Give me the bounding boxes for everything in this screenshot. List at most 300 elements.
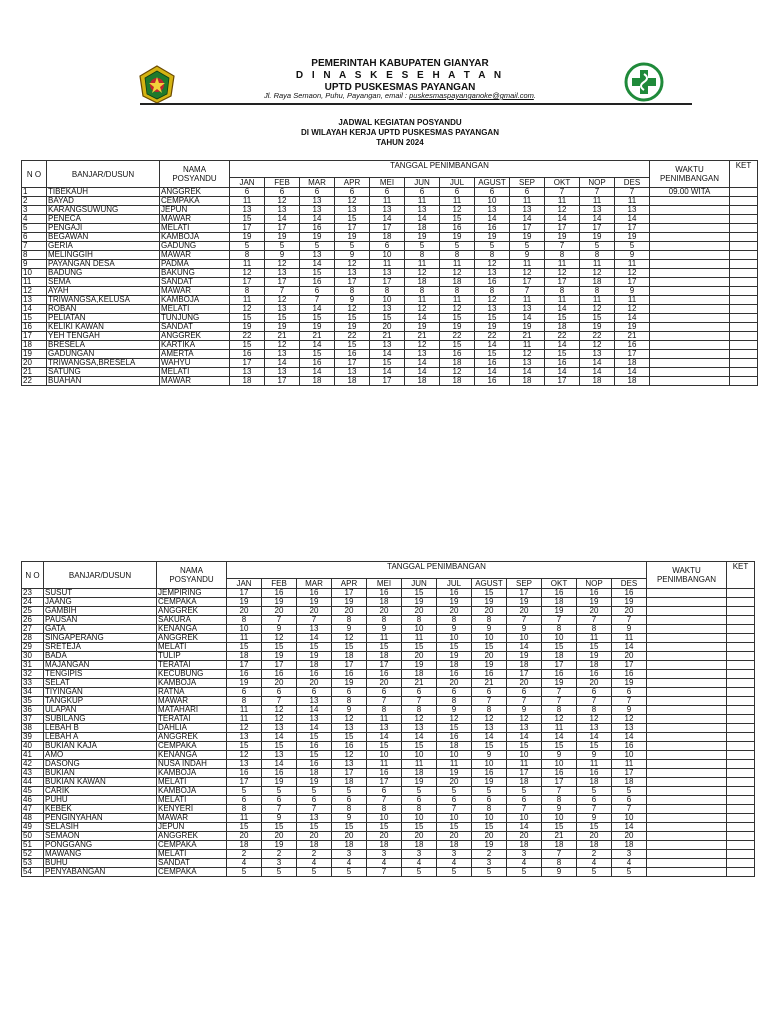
table-row — [22, 742, 755, 751]
row-date: 15 — [230, 314, 265, 323]
row-ket — [730, 287, 758, 296]
row-date: 16 — [297, 589, 332, 598]
row-date: 11 — [227, 715, 262, 724]
row-date: 16 — [612, 742, 647, 751]
row-date: 6 — [300, 188, 335, 197]
row-date: 19 — [580, 233, 615, 242]
row-date: 16 — [262, 769, 297, 778]
table-row — [22, 215, 758, 224]
row-date: 20 — [297, 679, 332, 688]
row-date: 11 — [545, 296, 580, 305]
row-waktu — [647, 832, 727, 841]
row-date: 16 — [262, 589, 297, 598]
row-date: 10 — [437, 751, 472, 760]
row-date: 6 — [300, 287, 335, 296]
row-date: 10 — [402, 625, 437, 634]
row-date: 5 — [402, 868, 437, 877]
table-row — [22, 188, 758, 197]
row-date: 15 — [475, 350, 510, 359]
row-date: 17 — [332, 661, 367, 670]
row-date: 12 — [335, 305, 370, 314]
row-banjar: PENECA — [47, 215, 160, 224]
row-date: 3 — [507, 850, 542, 859]
row-date: 7 — [472, 697, 507, 706]
row-date: 17 — [230, 278, 265, 287]
row-date: 6 — [297, 796, 332, 805]
row-date: 15 — [297, 823, 332, 832]
row-date: 7 — [402, 697, 437, 706]
row-date: 20 — [472, 832, 507, 841]
month-header-apr: APR — [335, 178, 370, 188]
row-date: 6 — [402, 688, 437, 697]
row-date: 19 — [332, 679, 367, 688]
row-date: 18 — [577, 778, 612, 787]
row-date: 22 — [580, 332, 615, 341]
row-date: 18 — [402, 841, 437, 850]
row-date: 11 — [510, 197, 545, 206]
row-date: 19 — [507, 598, 542, 607]
row-date: 17 — [230, 359, 265, 368]
row-posyandu: ANGGREK — [157, 832, 227, 841]
row-date: 6 — [577, 688, 612, 697]
row-no: 34 — [22, 688, 44, 697]
row-date: 15 — [300, 314, 335, 323]
row-date: 10 — [367, 751, 402, 760]
row-posyandu: ANGGREK — [160, 332, 230, 341]
row-no: 42 — [22, 760, 44, 769]
row-date: 5 — [577, 787, 612, 796]
row-banjar: BUHU — [44, 859, 157, 868]
row-date: 15 — [227, 823, 262, 832]
row-date: 11 — [580, 260, 615, 269]
row-date: 17 — [332, 589, 367, 598]
row-date: 7 — [612, 805, 647, 814]
row-date: 14 — [475, 341, 510, 350]
row-banjar: BUKIAN KAWAN — [44, 778, 157, 787]
row-date: 12 — [580, 269, 615, 278]
row-waktu — [647, 760, 727, 769]
row-date: 8 — [402, 706, 437, 715]
row-banjar: SRETEJA — [44, 643, 157, 652]
row-date: 17 — [370, 278, 405, 287]
row-date: 13 — [472, 724, 507, 733]
row-date: 12 — [545, 206, 580, 215]
row-date: 17 — [230, 224, 265, 233]
row-date: 3 — [437, 850, 472, 859]
row-date: 20 — [472, 607, 507, 616]
row-date: 19 — [300, 233, 335, 242]
row-date: 12 — [580, 341, 615, 350]
row-banjar: YEH TENGAH — [47, 332, 160, 341]
row-banjar: TIYINGAN — [44, 688, 157, 697]
email-link[interactable]: puskesmaspayanganoke@gmail.com — [409, 91, 534, 100]
row-ket — [727, 760, 755, 769]
row-date: 19 — [335, 323, 370, 332]
row-date: 15 — [367, 823, 402, 832]
row-date: 7 — [507, 697, 542, 706]
row-date: 19 — [440, 323, 475, 332]
row-no: 30 — [22, 652, 44, 661]
row-posyandu: MELATI — [157, 796, 227, 805]
row-posyandu: MAWAR — [160, 287, 230, 296]
letterhead-divider — [140, 103, 692, 105]
row-date: 18 — [580, 278, 615, 287]
row-date: 6 — [332, 796, 367, 805]
row-date: 15 — [437, 643, 472, 652]
row-date: 20 — [262, 832, 297, 841]
month-header-sep: SEP — [507, 579, 542, 589]
row-date: 12 — [475, 296, 510, 305]
row-waktu — [647, 670, 727, 679]
row-date: 15 — [300, 350, 335, 359]
row-date: 15 — [545, 350, 580, 359]
row-date: 19 — [265, 323, 300, 332]
row-date: 14 — [577, 733, 612, 742]
row-date: 19 — [262, 778, 297, 787]
row-date: 9 — [615, 251, 650, 260]
table-row — [22, 314, 758, 323]
row-date: 11 — [230, 260, 265, 269]
row-date: 11 — [510, 341, 545, 350]
row-date: 14 — [507, 643, 542, 652]
row-ket — [730, 188, 758, 197]
row-date: 17 — [612, 769, 647, 778]
row-date: 18 — [402, 670, 437, 679]
row-date: 18 — [335, 377, 370, 386]
month-header-nop: NOP — [580, 178, 615, 188]
row-date: 20 — [367, 607, 402, 616]
row-date: 7 — [577, 616, 612, 625]
row-date: 13 — [615, 206, 650, 215]
row-waktu — [647, 868, 727, 877]
row-date: 19 — [612, 679, 647, 688]
row-date: 20 — [577, 607, 612, 616]
month-header-agust: AGUST — [475, 178, 510, 188]
row-date: 19 — [265, 233, 300, 242]
row-posyandu: BAKUNG — [160, 269, 230, 278]
row-posyandu: KENYERI — [157, 805, 227, 814]
row-date: 16 — [577, 769, 612, 778]
row-date: 19 — [405, 323, 440, 332]
row-date: 11 — [440, 260, 475, 269]
row-date: 21 — [542, 832, 577, 841]
table-row — [22, 287, 758, 296]
row-date: 12 — [262, 706, 297, 715]
row-date: 7 — [265, 287, 300, 296]
month-header-feb: FEB — [265, 178, 300, 188]
table-row — [22, 634, 755, 643]
row-no: 50 — [22, 832, 44, 841]
row-ket — [730, 377, 758, 386]
row-date: 7 — [577, 805, 612, 814]
table-row — [22, 832, 755, 841]
row-banjar: MELINGGIH — [47, 251, 160, 260]
row-posyandu: MAWAR — [160, 215, 230, 224]
row-waktu — [647, 661, 727, 670]
table-1-body — [22, 188, 758, 386]
month-header-jan: JAN — [230, 178, 265, 188]
row-date: 12 — [542, 715, 577, 724]
row-date: 9 — [542, 805, 577, 814]
row-date: 17 — [507, 670, 542, 679]
row-date: 22 — [335, 332, 370, 341]
row-date: 9 — [507, 706, 542, 715]
row-waktu — [647, 796, 727, 805]
row-date: 13 — [335, 368, 370, 377]
row-date: 15 — [230, 215, 265, 224]
address-end: . — [533, 91, 536, 100]
row-date: 13 — [297, 697, 332, 706]
row-no: 41 — [22, 751, 44, 760]
row-date: 12 — [405, 269, 440, 278]
row-waktu — [647, 598, 727, 607]
row-banjar: TANGKUP — [44, 697, 157, 706]
table-row — [22, 625, 755, 634]
row-date: 18 — [405, 377, 440, 386]
row-posyandu: SANDAT — [160, 278, 230, 287]
row-date: 3 — [472, 859, 507, 868]
row-date: 15 — [402, 823, 437, 832]
row-date: 20 — [402, 607, 437, 616]
row-date: 14 — [580, 359, 615, 368]
row-ket — [730, 233, 758, 242]
table-row — [22, 841, 755, 850]
row-date: 10 — [402, 814, 437, 823]
row-no: 14 — [22, 305, 47, 314]
row-no: 37 — [22, 715, 44, 724]
row-date: 10 — [437, 814, 472, 823]
row-date: 7 — [507, 616, 542, 625]
row-waktu — [647, 859, 727, 868]
row-ket — [730, 251, 758, 260]
row-date: 8 — [405, 287, 440, 296]
row-date: 7 — [300, 296, 335, 305]
row-date: 15 — [545, 314, 580, 323]
row-date: 12 — [405, 305, 440, 314]
row-date: 15 — [472, 823, 507, 832]
row-ket — [727, 859, 755, 868]
row-date: 6 — [507, 796, 542, 805]
row-posyandu: ANGGREK — [160, 188, 230, 197]
row-date: 17 — [227, 778, 262, 787]
table-row — [22, 251, 758, 260]
row-no: 35 — [22, 697, 44, 706]
row-no: 31 — [22, 661, 44, 670]
month-header-sep: SEP — [510, 178, 545, 188]
row-date: 17 — [335, 278, 370, 287]
row-date: 19 — [262, 652, 297, 661]
row-date: 8 — [332, 697, 367, 706]
row-waktu — [647, 652, 727, 661]
row-date: 5 — [472, 868, 507, 877]
row-date: 5 — [440, 242, 475, 251]
row-date: 15 — [227, 643, 262, 652]
row-date: 8 — [580, 251, 615, 260]
row-date: 20 — [370, 323, 405, 332]
row-date: 9 — [437, 706, 472, 715]
row-date: 12 — [265, 296, 300, 305]
row-no: 44 — [22, 778, 44, 787]
row-posyandu: CEMPAKA — [157, 868, 227, 877]
row-date: 10 — [475, 197, 510, 206]
row-date: 2 — [577, 850, 612, 859]
row-date: 17 — [335, 224, 370, 233]
row-banjar: PONGGANG — [44, 841, 157, 850]
row-posyandu: ANGGREK — [157, 634, 227, 643]
row-banjar: TIBEKAUH — [47, 188, 160, 197]
row-date: 13 — [265, 350, 300, 359]
row-posyandu: ANGGREK — [157, 607, 227, 616]
row-date: 7 — [507, 805, 542, 814]
row-ket — [730, 332, 758, 341]
row-date: 12 — [405, 341, 440, 350]
gianyar-regency-logo — [137, 64, 177, 104]
row-ket — [727, 634, 755, 643]
row-date: 15 — [297, 751, 332, 760]
row-date: 13 — [370, 269, 405, 278]
row-date: 14 — [475, 215, 510, 224]
row-date: 7 — [580, 188, 615, 197]
row-date: 14 — [405, 359, 440, 368]
col-waktu: WAKTU PENIMBANGAN — [650, 161, 730, 188]
row-date: 16 — [300, 278, 335, 287]
row-date: 8 — [580, 287, 615, 296]
row-date: 13 — [300, 206, 335, 215]
row-ket — [727, 706, 755, 715]
row-posyandu: MAWAR — [157, 814, 227, 823]
row-date: 16 — [367, 670, 402, 679]
row-date: 14 — [580, 368, 615, 377]
row-no: 53 — [22, 859, 44, 868]
row-no: 4 — [22, 215, 47, 224]
row-banjar: MAWANG — [44, 850, 157, 859]
row-date: 8 — [440, 251, 475, 260]
row-posyandu: CEMPAKA — [157, 742, 227, 751]
row-waktu — [647, 589, 727, 598]
row-date: 9 — [615, 287, 650, 296]
row-date: 18 — [332, 778, 367, 787]
row-waktu — [650, 197, 730, 206]
row-date: 19 — [297, 598, 332, 607]
month-header-apr: APR — [332, 579, 367, 589]
row-ket — [727, 679, 755, 688]
table-row — [22, 233, 758, 242]
row-date: 8 — [402, 616, 437, 625]
row-date: 20 — [367, 832, 402, 841]
row-banjar: SATUNG — [47, 368, 160, 377]
month-header-jul: JUL — [440, 178, 475, 188]
row-date: 12 — [332, 634, 367, 643]
row-no: 29 — [22, 643, 44, 652]
row-date: 6 — [510, 188, 545, 197]
table-row — [22, 796, 755, 805]
row-banjar: PUHU — [44, 796, 157, 805]
row-date: 11 — [545, 197, 580, 206]
col-ket: KET — [730, 161, 758, 188]
row-date: 14 — [405, 368, 440, 377]
row-date: 19 — [402, 661, 437, 670]
row-date: 8 — [472, 805, 507, 814]
row-date: 12 — [580, 305, 615, 314]
row-date: 14 — [297, 706, 332, 715]
row-ket — [730, 260, 758, 269]
row-date: 14 — [300, 215, 335, 224]
row-waktu — [650, 260, 730, 269]
row-date: 6 — [265, 188, 300, 197]
row-date: 13 — [265, 305, 300, 314]
row-date: 13 — [370, 341, 405, 350]
row-waktu — [650, 251, 730, 260]
row-date: 19 — [227, 598, 262, 607]
row-date: 14 — [262, 733, 297, 742]
row-date: 5 — [227, 787, 262, 796]
row-waktu — [647, 814, 727, 823]
row-date: 14 — [405, 314, 440, 323]
row-ket — [727, 751, 755, 760]
row-date: 7 — [367, 868, 402, 877]
row-no: 11 — [22, 278, 47, 287]
row-date: 15 — [262, 643, 297, 652]
row-banjar: BADUNG — [47, 269, 160, 278]
row-date: 12 — [472, 715, 507, 724]
row-date: 5 — [332, 787, 367, 796]
row-date: 11 — [577, 634, 612, 643]
row-date: 11 — [612, 634, 647, 643]
row-date: 3 — [332, 850, 367, 859]
row-date: 15 — [297, 733, 332, 742]
row-date: 15 — [475, 314, 510, 323]
row-waktu — [650, 206, 730, 215]
row-date: 8 — [367, 805, 402, 814]
row-ket — [727, 742, 755, 751]
row-date: 5 — [437, 787, 472, 796]
row-date: 14 — [615, 215, 650, 224]
row-ket — [730, 206, 758, 215]
row-ket — [730, 359, 758, 368]
row-date: 13 — [335, 269, 370, 278]
row-date: 7 — [615, 188, 650, 197]
row-posyandu: MAWAR — [160, 251, 230, 260]
row-banjar: BRESELA — [47, 341, 160, 350]
row-date: 8 — [227, 805, 262, 814]
row-date: 19 — [507, 652, 542, 661]
row-date: 4 — [507, 859, 542, 868]
row-posyandu: SANDAT — [160, 323, 230, 332]
row-ket — [730, 314, 758, 323]
row-date: 20 — [507, 679, 542, 688]
row-date: 18 — [227, 841, 262, 850]
row-date: 8 — [577, 625, 612, 634]
row-date: 6 — [367, 688, 402, 697]
table-row — [22, 697, 755, 706]
row-waktu — [647, 688, 727, 697]
row-date: 13 — [227, 760, 262, 769]
title-line2: DI WILAYAH KERJA UPTD PUSKESMAS PAYANGAN — [301, 128, 499, 137]
row-ket — [727, 850, 755, 859]
row-date: 8 — [545, 287, 580, 296]
month-header-feb: FEB — [262, 579, 297, 589]
row-date: 16 — [440, 224, 475, 233]
row-banjar: PAUSAN — [44, 616, 157, 625]
table-row — [22, 296, 758, 305]
row-date: 5 — [300, 242, 335, 251]
row-waktu — [650, 323, 730, 332]
row-date: 16 — [577, 589, 612, 598]
row-date: 18 — [507, 778, 542, 787]
row-date: 20 — [507, 832, 542, 841]
row-no: 18 — [22, 341, 47, 350]
row-date: 10 — [472, 814, 507, 823]
